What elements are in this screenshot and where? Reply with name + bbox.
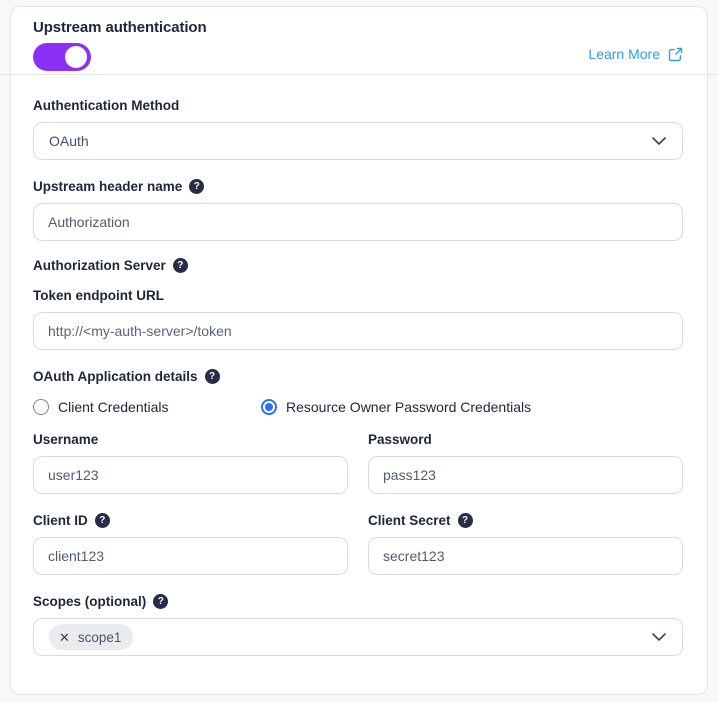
toggle-knob [65,46,87,68]
help-icon[interactable]: ? [189,179,204,194]
upstream-auth-toggle[interactable] [33,43,91,71]
help-icon[interactable]: ? [95,513,110,528]
password-label: Password [368,432,432,447]
help-icon[interactable]: ? [153,594,168,609]
scope-tag [49,624,133,650]
client-secret-label: Client Secret ? [368,513,683,528]
client-secret-input[interactable] [368,537,683,575]
password-input[interactable] [368,456,683,494]
username-label: Username [33,432,99,447]
radio-checked-icon [261,399,277,415]
username-field [33,432,348,494]
chevron-down-icon [652,137,666,145]
scopes-multiselect[interactable] [33,618,683,656]
chevron-down-icon [652,633,666,641]
remove-tag-icon[interactable]: ✕ [59,629,70,645]
client-secret-field [368,513,683,575]
scope-tag-label: scope1 [77,629,122,645]
header-divider [0,74,718,75]
learn-more-link[interactable] [588,46,683,62]
help-icon[interactable]: ? [205,369,220,384]
auth-server-heading: Authorization Server ? [33,258,683,273]
client-id-field [33,513,348,575]
grant-type-radio-group [33,399,683,415]
client-id-label: Client ID ? [33,513,348,528]
upstream-header-input[interactable] [33,203,683,241]
username-input[interactable] [33,456,348,494]
external-link-icon [668,47,683,62]
radio-unchecked-icon [33,399,49,415]
token-endpoint-label: Token endpoint URL [33,288,164,303]
client-id-input[interactable] [33,537,348,575]
auth-method-select[interactable] [33,122,683,160]
token-endpoint-field [33,288,683,350]
scopes-label: Scopes (optional) ? [33,594,683,609]
help-icon[interactable]: ? [458,513,473,528]
oauth-details-heading: OAuth Application details ? [33,369,683,384]
page-title: Upstream authentication [33,19,207,36]
card-body [11,71,707,656]
token-endpoint-input[interactable] [33,312,683,350]
upstream-header-label: Upstream header name ? [33,179,683,194]
learn-more-label: Learn More [588,46,660,62]
scopes-field [33,594,683,656]
help-icon[interactable]: ? [173,258,188,273]
upstream-header-field [33,179,683,241]
password-field [368,432,683,494]
card-header [11,7,707,71]
upstream-auth-card [10,6,708,695]
auth-method-label: Authentication Method [33,98,180,113]
auth-method-field [33,98,683,160]
radio-resource-owner-password[interactable]: Resource Owner Password Credentials [261,399,531,415]
radio-client-credentials[interactable]: Client Credentials [33,399,261,415]
auth-method-value: OAuth [49,133,89,149]
